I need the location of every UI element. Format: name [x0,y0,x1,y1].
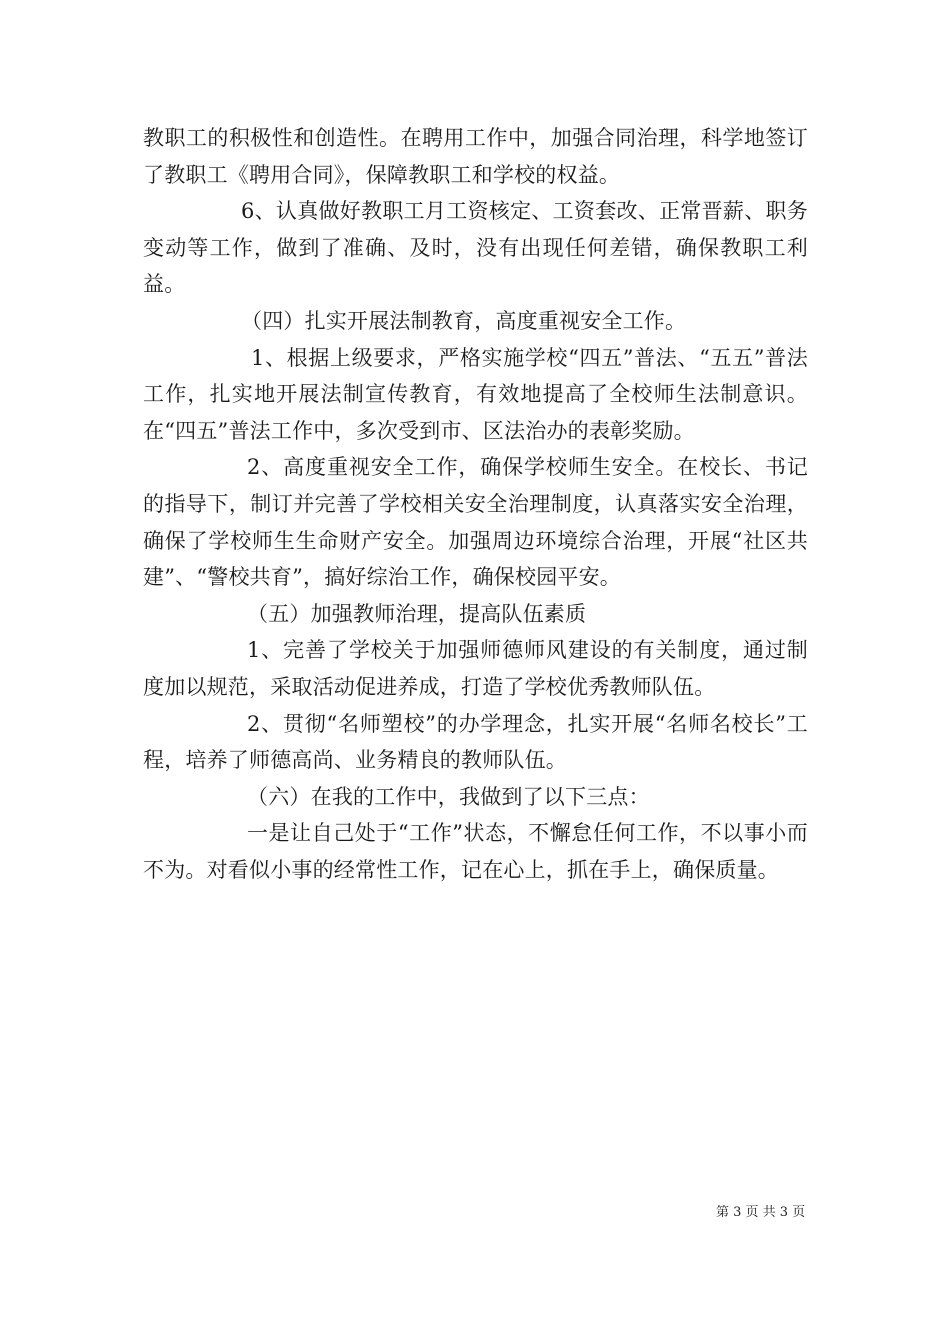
section-heading-6: （六）在我的工作中，我做到了以下三点： [247,784,650,809]
paragraph-item-5-2: 2、贯彻“名师塑校”的办学理念，扎实开展“名师名校长”工程，培养了师德高尚、业务精良的教师队伍。 [143,711,808,773]
paragraph-continuation: 教职工的积极性和创造性。在聘用工作中，加强合同治理，科学地签订了教职工《聘用合同》，保障教职工和学校的权益。 [143,126,808,187]
paragraph-item-5-1: 1、完善了学校关于加强师德师风建设的有关制度，通过制度加以规范，采取活动促进养成，打造了学校优秀教师队伍。 [143,638,808,699]
document-body [143,120,808,888]
page-number: 第 3 页 共 3 页 [716,1205,806,1220]
section-heading-4: （四）扎实开展法制教育，高度重视安全工作。 [241,308,687,333]
paragraph-point-1: 一是让自己处于“工作”状态，不懈怠任何工作，不以事小而不为。对看似小事的经常性工作，记在心上，抓在手上，确保质量。 [143,821,808,882]
section-heading-5: （五）加强教师治理，提高队伍素质 [247,601,587,626]
paragraph-item-6: 6、认真做好教职工月工资核定、工资套改、正常晋薪、职务变动等工作，做到了准确、及时，没有出现任何差错，确保教职工利益。 [143,199,808,297]
paragraph-item-4-2: 2、高度重视安全工作，确保学校师生安全。在校长、书记的指导下，制订并完善了学校相关安全治理制度，认真落实安全治理，确保了学校师生生命财产安全。加强周边环境综合治理，开展“社区共建”、“警校共育”，搞好综治工作，确保校园平安。 [143,455,808,590]
paragraph-item-4-1: 1、根据上级要求，严格实施学校“四五”普法、“五五”普法工作，扎实地开展法制宣传教育，有效地提高了全校师生法制意识。在“四五”普法工作中，多次受到市、区法治办的表彰奖励。 [143,345,808,443]
